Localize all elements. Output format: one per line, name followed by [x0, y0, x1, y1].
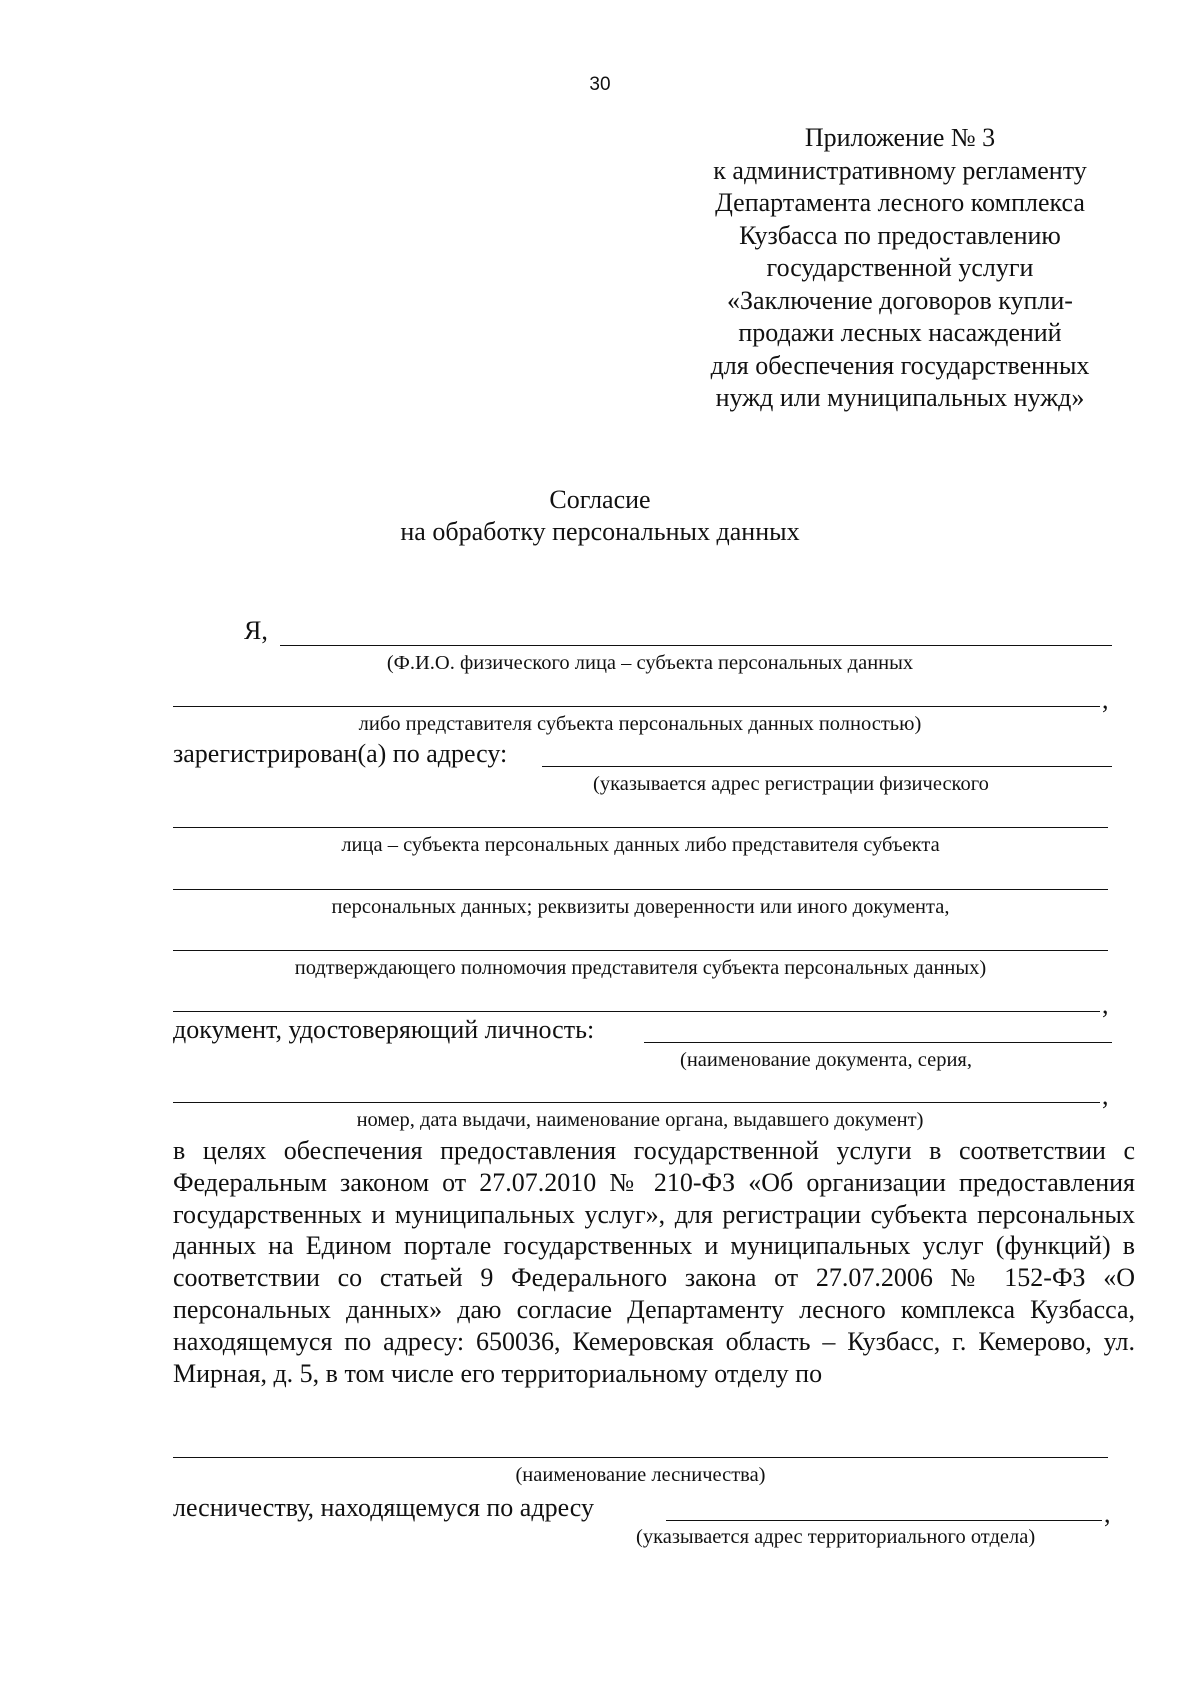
fio-field-line[interactable] — [280, 645, 1112, 646]
appendix-line: государственной услуги — [766, 253, 1034, 282]
appendix-line: для обеспечения государственных — [710, 350, 1090, 380]
appendix-header — [690, 122, 1110, 415]
address-hint-3: персональных данных; реквизиты доверенности или иного документа, — [331, 896, 950, 918]
registered-label: зарегистрирован(а) по адресу: — [173, 739, 508, 768]
i-label: Я, — [244, 616, 268, 645]
id-doc-hint-2: номер, дата выдачи, наименование органа, выдавшего документ) — [356, 1109, 924, 1131]
address-field-line-4[interactable] — [173, 950, 1108, 951]
title-line-1: Согласие — [549, 485, 651, 514]
comma: , — [1102, 685, 1109, 714]
address-hint-2: лица – субъекта персональных данных либо представителя субъекта — [341, 834, 940, 856]
document-title — [0, 484, 1200, 548]
id-doc-field-line-2[interactable] — [173, 1102, 1100, 1103]
address-field-line[interactable] — [542, 766, 1112, 767]
fio-field-line-2[interactable] — [173, 706, 1100, 707]
forestry-name-hint: (наименование лесничества) — [515, 1464, 766, 1486]
id-doc-field-line[interactable] — [644, 1042, 1112, 1043]
forestry-located-label: лесничеству, находящемуся по адресу — [173, 1493, 594, 1522]
appendix-line: Кузбасса по предоставлению — [739, 220, 1061, 250]
forestry-name-field-line[interactable] — [173, 1457, 1108, 1458]
appendix-line: к административному регламенту — [713, 155, 1087, 185]
comma: , — [1104, 1499, 1111, 1528]
id-doc-label: документ, удостоверяющий личность: — [173, 1015, 595, 1044]
id-doc-hint-1: (наименование документа, серия, — [680, 1049, 972, 1071]
appendix-line: продажи лесных насаждений — [738, 318, 1062, 347]
title-line-2: на обработку персональных данных — [400, 517, 800, 546]
representative-hint: либо представителя субъекта персональных данных полностью) — [358, 713, 922, 735]
comma: , — [1102, 1081, 1109, 1110]
fio-hint: (Ф.И.О. физического лица – субъекта персональных данных — [386, 652, 914, 674]
consent-body-text: в целях обеспечения предоставления государственной услуги в соответствии с Федеральным законом от 27.07.2010 № 210-ФЗ «Об организации предоставления государственных и муниципальных услуг», для регистрации субъекта персональных данных на Едином портале государственных и муниципальных услуг (функций) в соответствии со статьей 9 Федерального закона от 27.07.2006 № 152-ФЗ «О персональных данных» даю согласие Департаменту лесного комплекса Кузбасса, находящемуся по адресу: 650036, Кемеровская область – Кузбасс, г. Кемерово, ул. Мирная, д. 5, в том числе его территориальному отделу по — [173, 1136, 1135, 1388]
address-field-line-2[interactable] — [173, 827, 1108, 828]
forestry-address-hint: (указывается адрес территориального отдела) — [636, 1526, 1036, 1548]
page-number: 30 — [589, 74, 611, 95]
address-hint-1: (указывается адрес регистрации физического — [593, 773, 989, 795]
appendix-line: нужд или муниципальных нужд» — [715, 383, 1085, 412]
appendix-line: Приложение № 3 — [804, 123, 996, 152]
address-field-line-5[interactable] — [173, 1011, 1100, 1012]
comma: , — [1102, 990, 1109, 1019]
forestry-address-field-line[interactable] — [666, 1520, 1102, 1521]
appendix-line: Департамента лесного комплекса — [715, 188, 1085, 217]
address-hint-4: подтверждающего полномочия представителя субъекта персональных данных) — [294, 957, 987, 979]
appendix-line: «Заключение договоров купли- — [727, 285, 1073, 315]
address-field-line-3[interactable] — [173, 889, 1108, 890]
